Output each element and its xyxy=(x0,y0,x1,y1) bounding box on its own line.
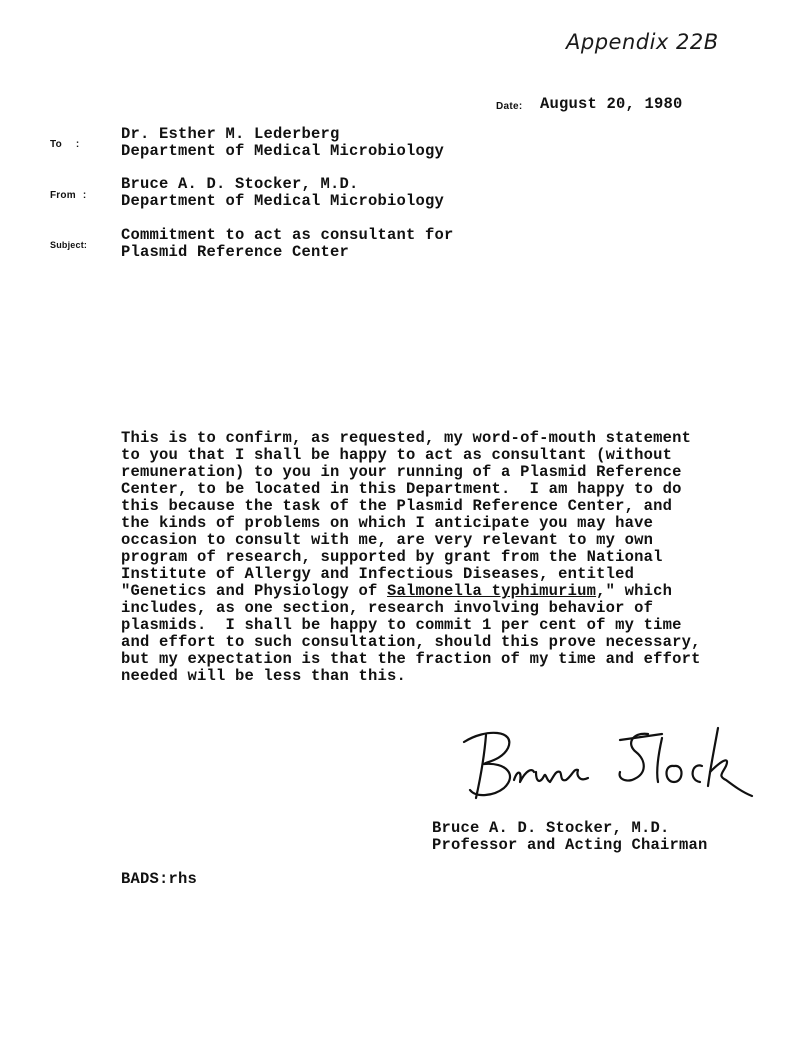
from-block xyxy=(121,176,444,210)
from-label: From : xyxy=(50,190,87,201)
typist-initials: BADS:rhs xyxy=(121,870,198,888)
body-line: Center, to be located in this Department. I am happy to do xyxy=(121,480,682,498)
to-name: Dr. Esther M. Lederberg xyxy=(121,125,340,143)
body-line: and effort to such consultation, should this prove necessary, xyxy=(121,633,701,651)
date-label: Date: xyxy=(496,101,523,112)
subject-line-1: Commitment to act as consultant for xyxy=(121,226,454,244)
signer-title: Professor and Acting Chairman xyxy=(432,836,708,854)
body-line: This is to confirm, as requested, my word-of-mouth statement xyxy=(121,429,692,447)
subject-line-2: Plasmid Reference Center xyxy=(121,243,350,261)
subject-block xyxy=(121,227,454,261)
letter-body xyxy=(121,430,761,685)
memo-date: August 20, 1980 xyxy=(540,95,683,113)
body-line: plasmids. I shall be happy to commit 1 per cent of my time xyxy=(121,616,682,634)
body-line: occasion to consult with me, are very relevant to my own xyxy=(121,531,654,549)
body-line: needed will be less than this. xyxy=(121,667,407,685)
from-name: Bruce A. D. Stocker, M.D. xyxy=(121,175,359,193)
handwritten-signature xyxy=(456,720,766,820)
body-line: to you that I shall be happy to act as consultant (without xyxy=(121,446,673,464)
body-line: Institute of Allergy and Infectious Diseases, entitled xyxy=(121,565,635,583)
to-block xyxy=(121,126,444,160)
from-department: Department of Medical Microbiology xyxy=(121,192,445,210)
organism-name: Salmonella typhimurium xyxy=(387,582,597,600)
body-line: includes, as one section, research involving behavior of xyxy=(121,599,654,617)
body-line: program of research, supported by grant from the National xyxy=(121,548,663,566)
body-line: the kinds of problems on which I anticipate you may have xyxy=(121,514,654,532)
signer-block xyxy=(432,820,708,854)
body-line-title: "Genetics and Physiology of Salmonella typhimurium," which xyxy=(121,582,673,600)
body-line: remuneration) to you in your running of a Plasmid Reference xyxy=(121,463,682,481)
to-label: To : xyxy=(50,139,80,150)
subject-label: Subject: xyxy=(50,240,88,250)
signer-name: Bruce A. D. Stocker, M.D. xyxy=(432,819,670,837)
body-line: this because the task of the Plasmid Reference Center, and xyxy=(121,497,673,515)
appendix-annotation: Appendix 22B xyxy=(566,30,719,54)
to-department: Department of Medical Microbiology xyxy=(121,142,445,160)
body-line: but my expectation is that the fraction of my time and effort xyxy=(121,650,701,668)
